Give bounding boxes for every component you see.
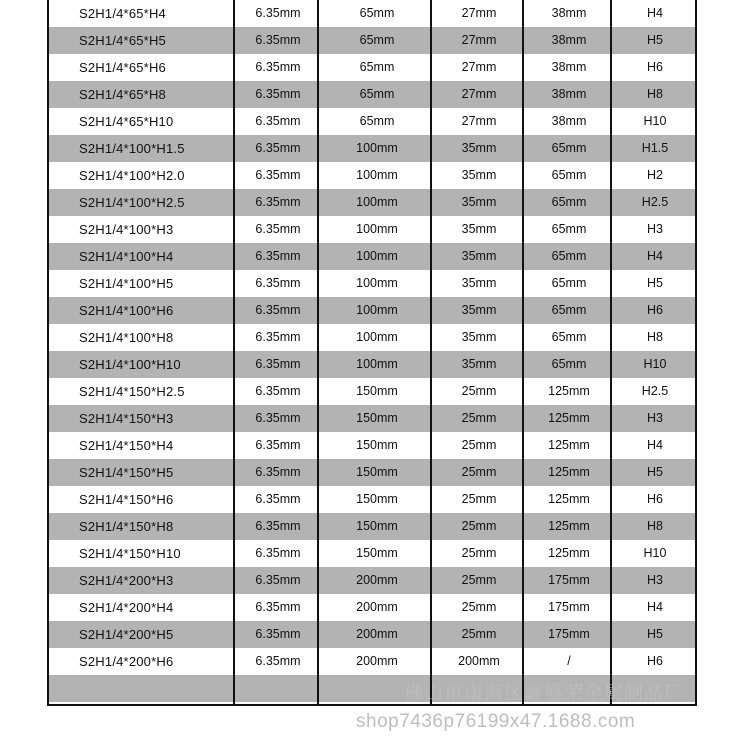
model-cell: S2H1/4*100*H3 xyxy=(79,222,174,237)
length-cell: 150mm xyxy=(356,465,398,479)
body-cell: 125mm xyxy=(548,519,590,533)
length-cell: 65mm xyxy=(359,6,395,20)
table-row xyxy=(49,27,695,54)
model-cell: S2H1/4*150*H10 xyxy=(79,546,181,561)
table-row xyxy=(49,594,695,621)
tip-cell: 25mm xyxy=(461,384,497,398)
table-row xyxy=(49,351,695,378)
length-cell: 150mm xyxy=(356,438,398,452)
size-cell: H3 xyxy=(647,573,663,587)
tip-cell: 25mm xyxy=(461,465,497,479)
table-row xyxy=(49,324,695,351)
size-cell: H3 xyxy=(647,222,663,236)
column-divider xyxy=(610,0,612,704)
shank-cell: 6.35mm xyxy=(255,141,301,155)
body-cell: 38mm xyxy=(551,60,587,74)
tip-cell: 35mm xyxy=(461,249,497,263)
shank-cell: 6.35mm xyxy=(255,438,301,452)
shank-cell: 6.35mm xyxy=(255,546,301,560)
body-cell: 125mm xyxy=(548,465,590,479)
body-cell: 38mm xyxy=(551,6,587,20)
table-row xyxy=(49,135,695,162)
length-cell: 100mm xyxy=(356,141,398,155)
column-divider xyxy=(317,0,319,704)
length-cell: 150mm xyxy=(356,492,398,506)
length-cell: 100mm xyxy=(356,249,398,263)
model-cell: S2H1/4*200*H3 xyxy=(79,573,174,588)
length-cell: 150mm xyxy=(356,411,398,425)
tip-cell: 35mm xyxy=(461,222,497,236)
size-cell: H6 xyxy=(647,303,663,317)
table-body xyxy=(49,0,695,702)
model-cell: S2H1/4*65*H5 xyxy=(79,33,166,48)
table-row xyxy=(49,567,695,594)
shank-cell: 6.35mm xyxy=(255,114,301,128)
table-row xyxy=(49,459,695,486)
model-cell: S2H1/4*100*H5 xyxy=(79,276,174,291)
body-cell: 65mm xyxy=(551,276,587,290)
model-cell: S2H1/4*65*H6 xyxy=(79,60,166,75)
body-cell: 65mm xyxy=(551,195,587,209)
size-cell: H10 xyxy=(643,546,667,560)
body-cell: 65mm xyxy=(551,222,587,236)
shank-cell: 6.35mm xyxy=(255,465,301,479)
model-cell: S2H1/4*65*H8 xyxy=(79,87,166,102)
size-cell: H4 xyxy=(647,600,663,614)
shank-cell: 6.35mm xyxy=(255,276,301,290)
table-row xyxy=(49,243,695,270)
model-cell: S2H1/4*100*H6 xyxy=(79,303,174,318)
shank-cell: 6.35mm xyxy=(255,330,301,344)
model-cell: S2H1/4*150*H3 xyxy=(79,411,174,426)
table-row xyxy=(49,162,695,189)
table-row xyxy=(49,648,695,675)
length-cell: 200mm xyxy=(356,600,398,614)
shank-cell: 6.35mm xyxy=(255,33,301,47)
tip-cell: 25mm xyxy=(461,573,497,587)
length-cell: 200mm xyxy=(356,573,398,587)
model-cell: S2H1/4*65*H4 xyxy=(79,6,166,21)
table-row xyxy=(49,189,695,216)
tip-cell: 25mm xyxy=(461,438,497,452)
model-cell: S2H1/4*200*H6 xyxy=(79,654,174,669)
model-cell: S2H1/4*150*H8 xyxy=(79,519,174,534)
length-cell: 65mm xyxy=(359,60,395,74)
body-cell: 65mm xyxy=(551,249,587,263)
model-cell: S2H1/4*150*H5 xyxy=(79,465,174,480)
column-divider xyxy=(430,0,432,704)
table-row xyxy=(49,81,695,108)
size-cell: H4 xyxy=(647,249,663,263)
tip-cell: 35mm xyxy=(461,357,497,371)
table-row xyxy=(49,297,695,324)
length-cell: 100mm xyxy=(356,330,398,344)
length-cell: 150mm xyxy=(356,519,398,533)
size-cell: H8 xyxy=(647,87,663,101)
body-cell: 175mm xyxy=(548,627,590,641)
body-cell: 65mm xyxy=(551,168,587,182)
size-cell: H5 xyxy=(647,465,663,479)
shank-cell: 6.35mm xyxy=(255,222,301,236)
tip-cell: 27mm xyxy=(461,6,497,20)
model-cell: S2H1/4*100*H2.5 xyxy=(79,195,185,210)
body-cell: 125mm xyxy=(548,546,590,560)
tip-cell: 25mm xyxy=(461,519,497,533)
model-cell: S2H1/4*150*H6 xyxy=(79,492,174,507)
shank-cell: 6.35mm xyxy=(255,654,301,668)
body-cell: 65mm xyxy=(551,357,587,371)
shank-cell: 6.35mm xyxy=(255,168,301,182)
size-cell: H2.5 xyxy=(641,195,669,209)
body-cell: 65mm xyxy=(551,330,587,344)
size-cell: H5 xyxy=(647,33,663,47)
length-cell: 100mm xyxy=(356,168,398,182)
length-cell: 100mm xyxy=(356,276,398,290)
tip-cell: 25mm xyxy=(461,411,497,425)
model-cell: S2H1/4*150*H2.5 xyxy=(79,384,185,399)
table-row xyxy=(49,270,695,297)
tip-cell: 27mm xyxy=(461,60,497,74)
table-row xyxy=(49,432,695,459)
size-cell: H6 xyxy=(647,654,663,668)
model-cell: S2H1/4*100*H10 xyxy=(79,357,181,372)
body-cell: 38mm xyxy=(551,114,587,128)
table-row xyxy=(49,621,695,648)
shank-cell: 6.35mm xyxy=(255,357,301,371)
body-cell: 125mm xyxy=(548,492,590,506)
body-cell: 38mm xyxy=(551,33,587,47)
shank-cell: 6.35mm xyxy=(255,573,301,587)
tip-cell: 25mm xyxy=(461,546,497,560)
body-cell: 125mm xyxy=(548,438,590,452)
size-cell: H6 xyxy=(647,60,663,74)
size-cell: H5 xyxy=(647,627,663,641)
tip-cell: 27mm xyxy=(461,114,497,128)
table-row xyxy=(49,108,695,135)
length-cell: 65mm xyxy=(359,87,395,101)
model-cell: S2H1/4*200*H4 xyxy=(79,600,174,615)
model-cell: S2H1/4*100*H2.0 xyxy=(79,168,185,183)
tip-cell: 35mm xyxy=(461,330,497,344)
size-cell: H6 xyxy=(647,492,663,506)
spec-table xyxy=(47,0,697,706)
length-cell: 65mm xyxy=(359,114,395,128)
column-divider xyxy=(233,0,235,704)
body-cell: 175mm xyxy=(548,600,590,614)
body-cell: 175mm xyxy=(548,573,590,587)
shank-cell: 6.35mm xyxy=(255,303,301,317)
size-cell: H8 xyxy=(647,519,663,533)
body-cell: 38mm xyxy=(551,87,587,101)
shank-cell: 6.35mm xyxy=(255,195,301,209)
shank-cell: 6.35mm xyxy=(255,6,301,20)
company-watermark: 佛山市南海区鑫盛荣金属制品厂 xyxy=(404,683,685,704)
shank-cell: 6.35mm xyxy=(255,411,301,425)
tip-cell: 25mm xyxy=(461,627,497,641)
tip-cell: 27mm xyxy=(461,33,497,47)
size-cell: H4 xyxy=(647,6,663,20)
tip-cell: 35mm xyxy=(461,276,497,290)
size-cell: H3 xyxy=(647,411,663,425)
model-cell: S2H1/4*100*H4 xyxy=(79,249,174,264)
shop-url-watermark: shop7436p76199x47.1688.com xyxy=(356,711,636,732)
model-cell: S2H1/4*100*H8 xyxy=(79,330,174,345)
length-cell: 100mm xyxy=(356,195,398,209)
tip-cell: 25mm xyxy=(461,492,497,506)
size-cell: H8 xyxy=(647,330,663,344)
model-cell: S2H1/4*65*H10 xyxy=(79,114,174,129)
shank-cell: 6.35mm xyxy=(255,492,301,506)
model-cell: S2H1/4*100*H1.5 xyxy=(79,141,185,156)
tip-cell: 35mm xyxy=(461,195,497,209)
length-cell: 200mm xyxy=(356,654,398,668)
body-cell: 125mm xyxy=(548,411,590,425)
table-row xyxy=(49,540,695,567)
size-cell: H10 xyxy=(643,114,667,128)
model-cell: S2H1/4*150*H4 xyxy=(79,438,174,453)
shank-cell xyxy=(237,675,319,702)
size-cell: H1.5 xyxy=(641,141,669,155)
tip-cell: 200mm xyxy=(458,654,500,668)
table-row xyxy=(49,54,695,81)
length-cell: 150mm xyxy=(356,384,398,398)
size-cell: H4 xyxy=(647,438,663,452)
size-cell: H5 xyxy=(647,276,663,290)
length-cell: 100mm xyxy=(356,303,398,317)
shank-cell: 6.35mm xyxy=(255,249,301,263)
shank-cell: 6.35mm xyxy=(255,627,301,641)
column-divider xyxy=(522,0,524,704)
table-row xyxy=(49,378,695,405)
tip-cell: 35mm xyxy=(461,141,497,155)
tip-cell: 25mm xyxy=(461,600,497,614)
size-cell: H2.5 xyxy=(641,384,669,398)
length-cell: 100mm xyxy=(356,222,398,236)
shank-cell: 6.35mm xyxy=(255,384,301,398)
shank-cell: 6.35mm xyxy=(255,519,301,533)
table-row xyxy=(49,405,695,432)
length-cell: 100mm xyxy=(356,357,398,371)
body-cell: 65mm xyxy=(551,303,587,317)
body-cell: 65mm xyxy=(551,141,587,155)
length-cell: 150mm xyxy=(356,546,398,560)
length-cell: 200mm xyxy=(356,627,398,641)
table-row xyxy=(49,216,695,243)
length-cell: 65mm xyxy=(359,33,395,47)
tip-cell: 35mm xyxy=(461,303,497,317)
table-row xyxy=(49,513,695,540)
model-cell: S2H1/4*200*H5 xyxy=(79,627,174,642)
tip-cell: 35mm xyxy=(461,168,497,182)
body-cell: 125mm xyxy=(548,384,590,398)
shank-cell: 6.35mm xyxy=(255,87,301,101)
body-cell: / xyxy=(567,654,571,668)
table-row xyxy=(49,0,695,27)
shank-cell: 6.35mm xyxy=(255,600,301,614)
size-cell: H10 xyxy=(643,357,667,371)
tip-cell: 27mm xyxy=(461,87,497,101)
size-cell: H2 xyxy=(647,168,663,182)
table-row xyxy=(49,486,695,513)
shank-cell: 6.35mm xyxy=(255,60,301,74)
